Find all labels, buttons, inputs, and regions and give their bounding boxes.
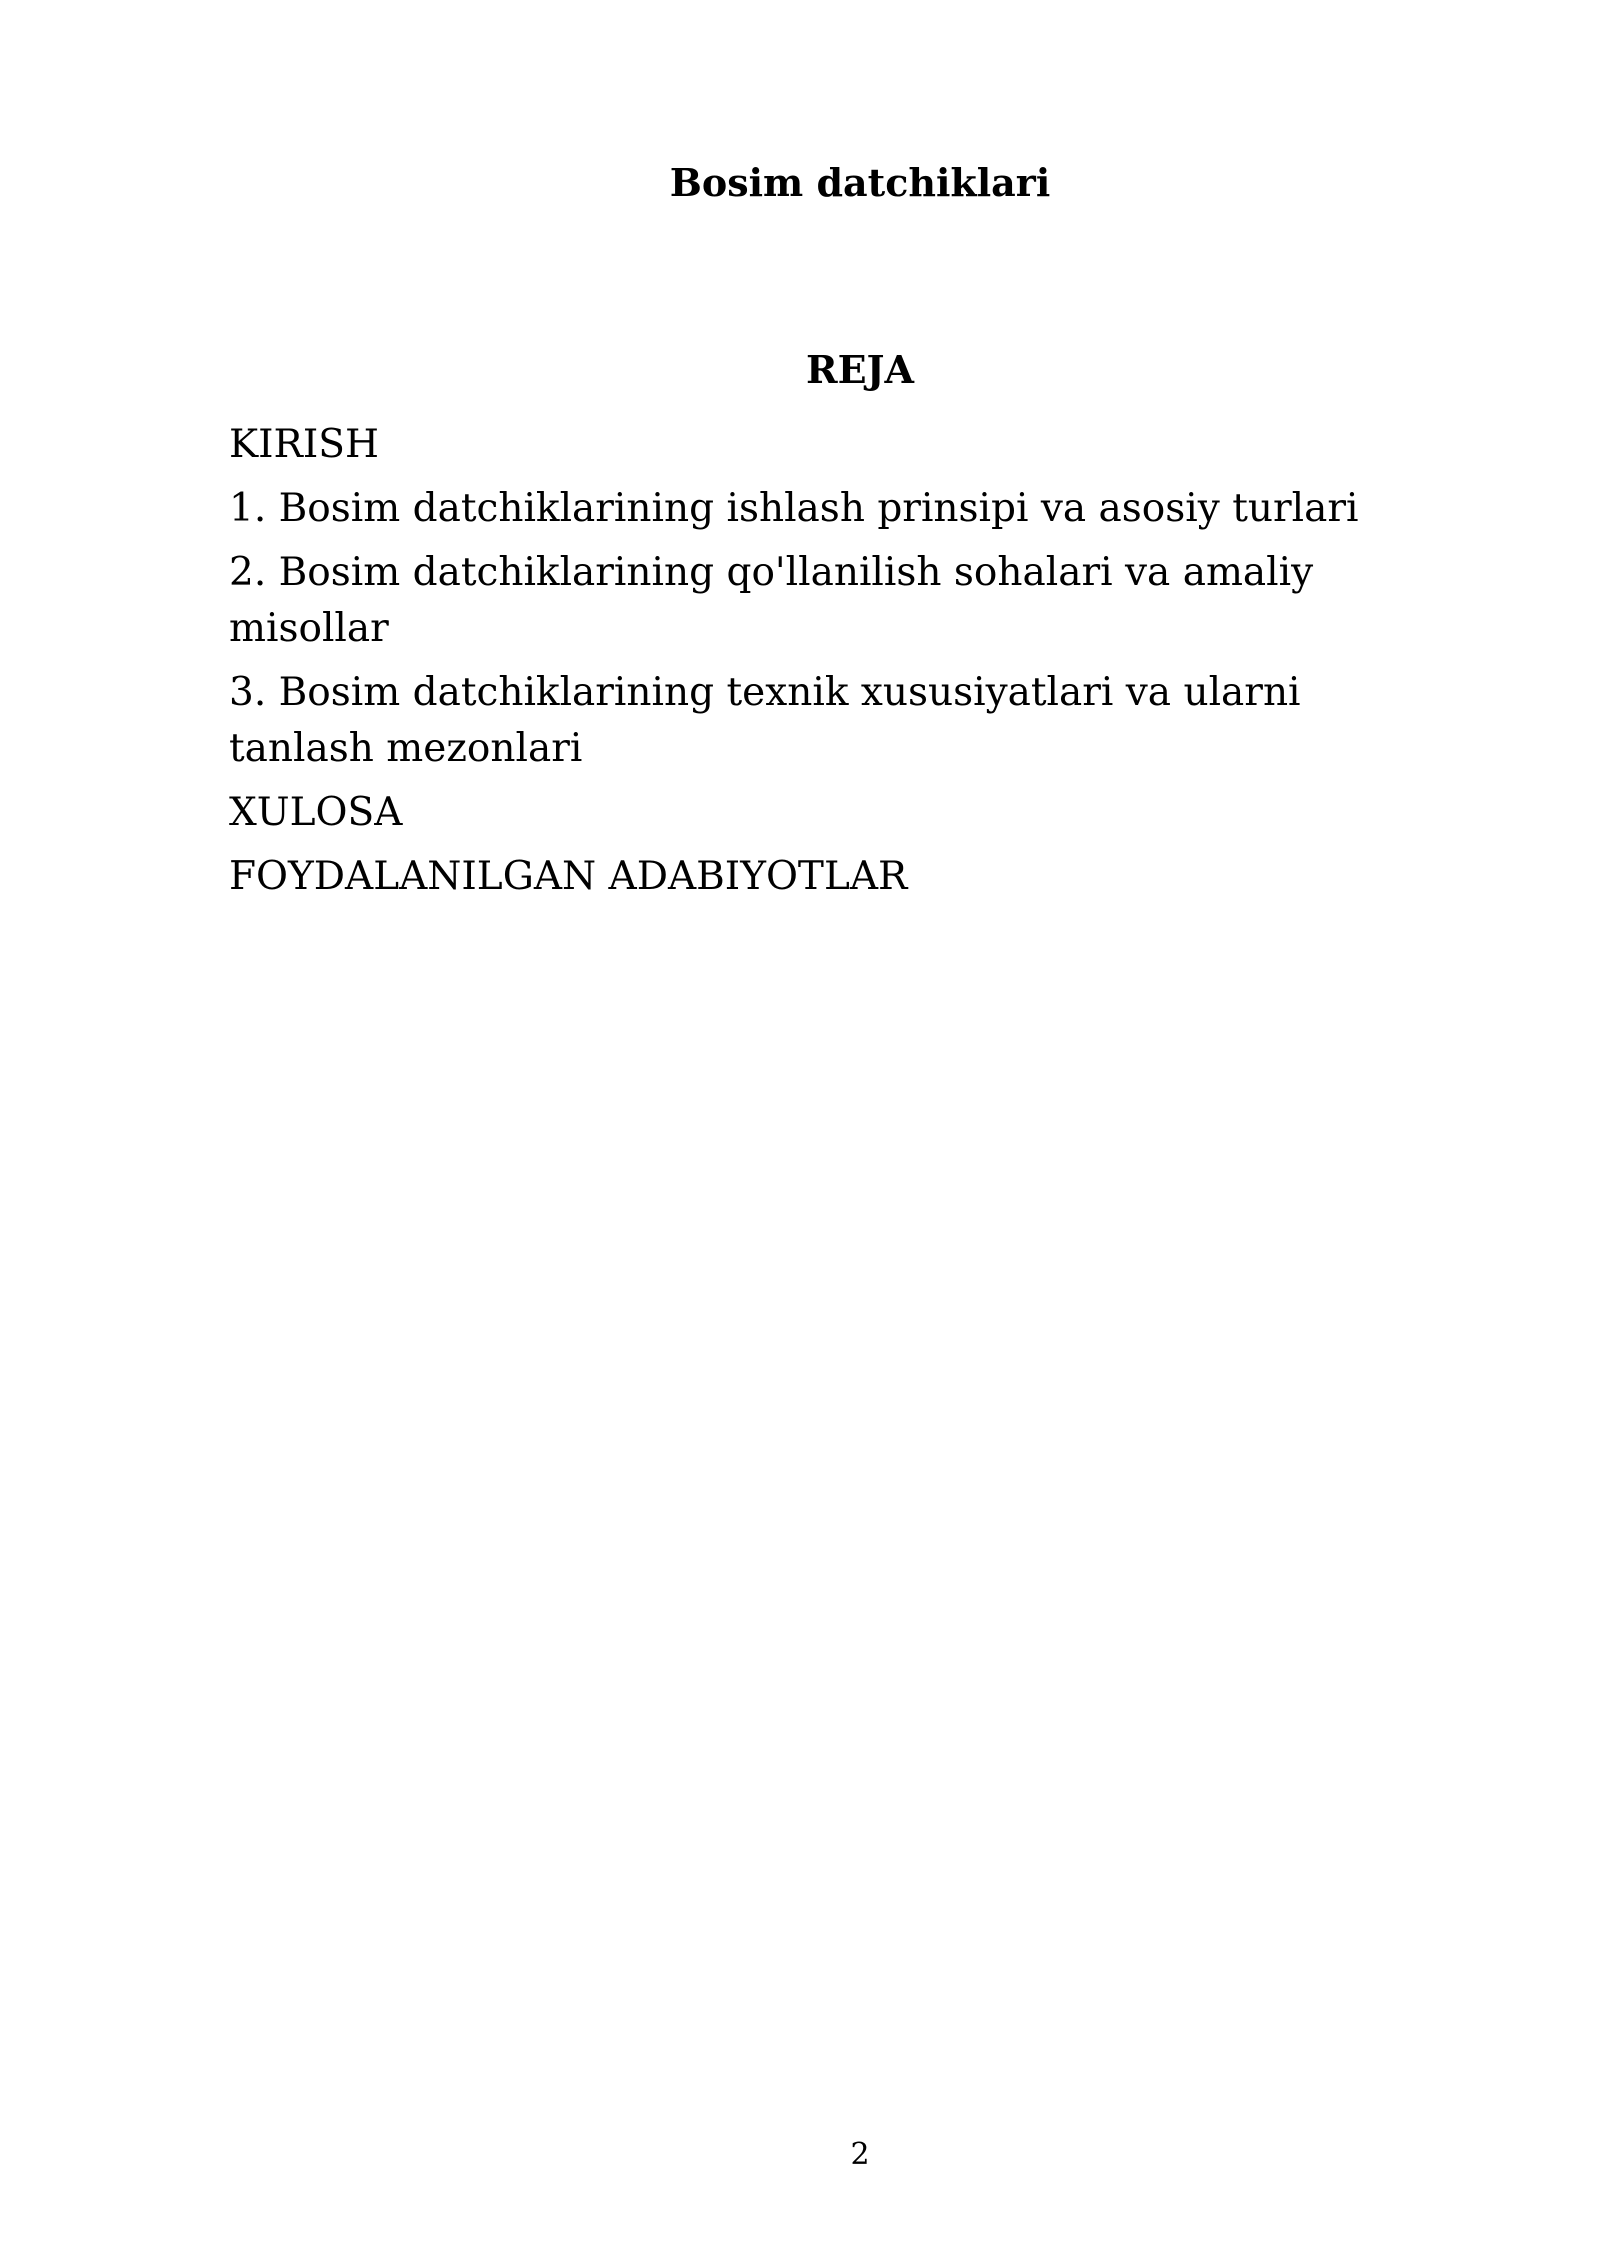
document-title: Bosim datchiklari: [669, 160, 1051, 205]
page-number: 2: [850, 2137, 870, 2172]
toc-item-section-1: 1. Bosim datchiklarining ishlash prinsipi va asosiy turlari: [229, 486, 1359, 531]
toc-item-section-3: 3. Bosim datchiklarining texnik xususiyatlari va ularni tanlash mezonlari: [229, 670, 1301, 771]
toc-item-conclusion: XULOSA: [229, 790, 403, 835]
plan-heading: REJA: [805, 347, 914, 392]
toc-item-references: FOYDALANILGAN ADABIYOTLAR: [229, 854, 908, 899]
table-of-contents: [229, 417, 1449, 913]
toc-item-section-2: 2. Bosim datchiklarining qo'llanilish sohalari va amaliy misollar: [229, 550, 1314, 651]
toc-item-introduction: KIRISH: [229, 422, 380, 467]
